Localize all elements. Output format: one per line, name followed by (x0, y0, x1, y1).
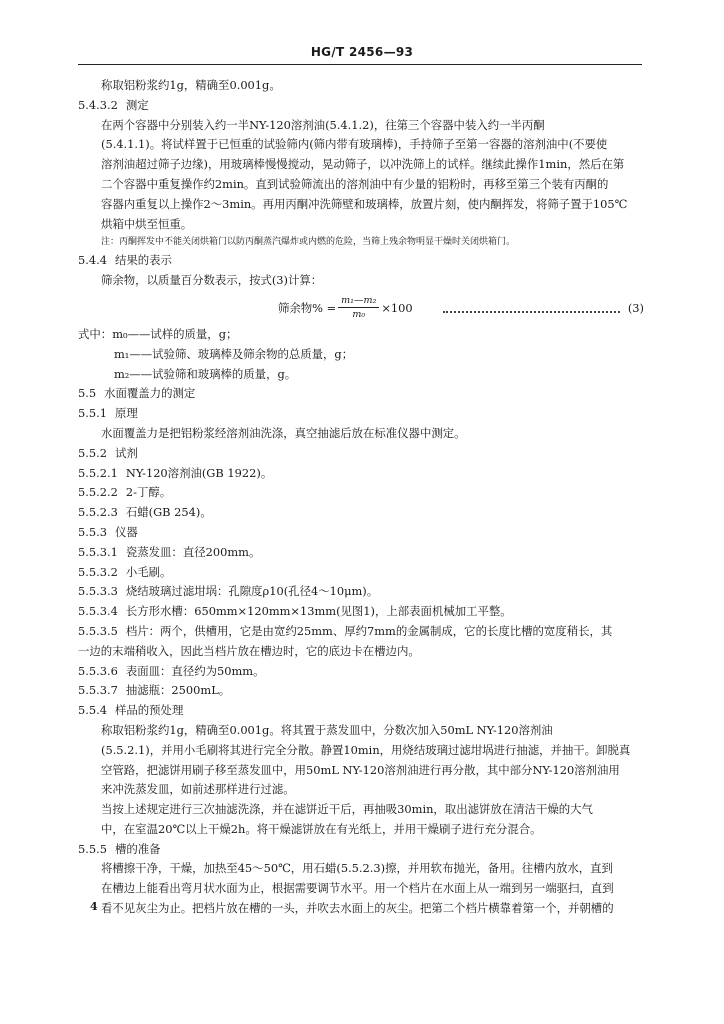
section-paragraph (78, 384, 644, 404)
paragraph-text: 表面皿：直径约为50mm。 (125, 663, 265, 678)
paragraph-text: 水面覆盖力的测定 (104, 386, 196, 401)
formula-leader-dots (443, 303, 620, 313)
section-number: 5.4.4 (78, 253, 107, 268)
variable-definition (78, 365, 644, 385)
section-paragraph (78, 523, 644, 543)
section-paragraph (78, 662, 644, 682)
text-line: 来冲洗蒸发皿，如前述那样进行过滤。 (101, 782, 295, 797)
paragraph-text: 注：丙酮挥发中不能关闭烘箱门以防丙酮蒸汽爆炸或内燃的危险，当筛上残余物明显干燥时关闭烘箱门。 (101, 237, 516, 248)
section-number: 5.5.2.1 (78, 465, 118, 480)
text-line: 容器内重复以上操作2～3min。再用丙酮冲洗筛壁和玻璃棒，放置片刻，使内酮挥发，将筛子置于105℃ (101, 196, 628, 211)
paragraph-text: 试剂 (114, 445, 138, 460)
body-paragraph (78, 721, 644, 800)
text-line: 在两个容器中分别装入约一半NY-120溶剂油(5.4.1.2)，往第三个容器中装入约一半丙酮 (101, 117, 545, 132)
paragraph-text: 2-丁醇。 (125, 485, 172, 500)
section-number: 5.5.4 (78, 703, 107, 718)
text-line: 在槽边上能看出弯月状水面为止，根据需要调节水平。用一个档片在水面上从一端到另一端驱扫，直到 (101, 881, 614, 896)
text-line: 当按上述规定进行三次抽滤洗涤，并在滤饼近干后，再抽吸30min，取出滤饼放在清洁干燥的大气 (101, 802, 593, 817)
body-paragraph (78, 424, 644, 444)
section-paragraph (78, 503, 644, 523)
formula-rhs: ×100 (381, 300, 413, 315)
text-line: 档片：两个，供槽用，它是由宽约25mm、厚约7mm的金属制成，它的长度比槽的宽度稍长，其 (125, 623, 613, 638)
body-paragraph (78, 76, 644, 96)
variable-symbol: m₂ (114, 366, 130, 381)
paragraph-text: 称取铝粉浆约1g，精确至0.001g。 (101, 78, 281, 92)
section-paragraph (78, 563, 644, 583)
variable-definition (78, 345, 644, 365)
section-paragraph (78, 582, 644, 602)
paragraph-text: 石蜡(GB 254)。 (125, 505, 212, 520)
formula-numerator: m₁—m₂ (338, 294, 379, 308)
body-paragraph (78, 800, 644, 840)
standard-code-header: HG/T 2456—93 (310, 45, 414, 59)
formula-variable-definitions (78, 325, 644, 384)
variable-definition (78, 325, 644, 345)
section-number: 5.5.2 (78, 445, 107, 460)
section-paragraph (78, 701, 644, 721)
page-number: 4 (90, 900, 98, 913)
section-paragraph (78, 681, 644, 701)
text-line: 烘箱中烘至恒重。 (101, 216, 193, 231)
formula-lhs: 筛余物% = (278, 300, 337, 315)
section-number: 5.5.3 (78, 524, 107, 539)
text-line: 看不见灰尘为止。把档片放在槽的一头，并吹去水面上的灰尘。把第二个档片横靠着第一个，并朝槽的 (101, 901, 614, 916)
paragraph-text: 烧结玻璃过滤坩埚：孔隙度ρ10(孔径4～10μm)。 (125, 584, 379, 599)
text-line: 一边的末端稍收入，因此当档片放在槽边时，它的底边卡在槽边内。 (78, 643, 420, 658)
section-paragraph (78, 543, 644, 563)
note-paragraph (78, 234, 644, 251)
formula-denominator: m₀ (352, 309, 366, 321)
variable-description: ——试验筛和玻璃棒的质量，g。 (129, 366, 297, 381)
text-line: 空管路，把滤饼用刷子移至蒸发皿中，用50mL NY-120溶剂油进行再分散，其中部分NY-120溶剂油用 (101, 762, 620, 777)
section-paragraph (78, 602, 644, 622)
paragraph-text: 抽滤瓶：2500mL。 (125, 683, 231, 698)
section-number: 5.5.1 (78, 406, 107, 421)
paragraph-text: 原理 (114, 406, 138, 421)
text-line: 将槽擦干净，干燥，加热至45～50℃，用石蜡(5.5.2.3)擦，并用软布抛光，备用。往槽内放水，直到 (101, 861, 613, 876)
paragraph-text: 瓷蒸发皿：直径200mm。 (125, 544, 261, 559)
paragraph-text: 样品的预处理 (114, 703, 184, 718)
section-number: 5.5.2.2 (78, 485, 118, 500)
document-body (78, 76, 644, 919)
section-number: 5.5.3.7 (78, 683, 118, 698)
section-paragraph (78, 404, 644, 424)
where-prefix: 式中： (78, 326, 113, 341)
text-line: 称取铝粉浆约1g，精确至0.001g。将其置于蒸发皿中，分数次加入50mL NY-120溶剂油 (101, 722, 553, 737)
section-paragraph (78, 622, 644, 662)
section-number: 5.5.3.1 (78, 544, 118, 559)
variable-description: ——试样的质量，g； (127, 326, 238, 341)
body-paragraph (78, 116, 644, 235)
section-number: 5.5 (78, 386, 97, 401)
section-number: 5.4.3.2 (78, 97, 118, 112)
variable-symbol: m₁ (114, 346, 130, 361)
paragraph-text: 测定 (125, 97, 149, 112)
paragraph-text: 水面覆盖力是把铝粉浆经溶剂油洗涤，真空抽滤后放在标准仪器中测定。 (101, 425, 466, 440)
paragraph-text: NY-120溶剂油(GB 1922)。 (125, 465, 273, 480)
variable-description: ——试验筛、玻璃棒及筛余物的总质量，g； (129, 346, 354, 361)
paragraph-text: 长方形水槽：650mm×120mm×13mm(见图1)，上部表面机械加工平整。 (125, 604, 512, 619)
text-line: 中，在室温20℃以上干燥2h。将干燥滤饼放在有光纸上，并用干燥刷子进行充分混合。 (101, 821, 542, 836)
formula-3 (78, 291, 644, 325)
paragraph-text: 仪器 (114, 524, 138, 539)
header-rule (78, 64, 642, 65)
section-number: 5.5.3.6 (78, 663, 118, 678)
section-paragraph (78, 96, 644, 116)
paragraph-text: 结果的表示 (114, 253, 172, 268)
section-paragraph (78, 483, 644, 503)
section-number: 5.5.3.4 (78, 604, 118, 619)
text-line: (5.5.2.1)，并用小毛刷将其进行完全分散。静置10min，用烧结玻璃过滤坩埚进行抽滤，并抽干。卸脱真 (101, 742, 631, 757)
body-paragraph (78, 859, 644, 918)
paragraph-text: 槽的准备 (114, 841, 161, 856)
section-number: 5.5.2.3 (78, 505, 118, 520)
text-line: (5.4.1.1)。将试样置于已恒重的试验筛内(筛内带有玻璃棒)，手持筛子至第一容器的溶剂油中(不要使 (101, 137, 608, 152)
formula-number: (3) (627, 300, 644, 315)
body-paragraph (78, 271, 644, 291)
section-paragraph (78, 444, 644, 464)
text-line: 溶剂油超过筛子边缘)，用玻璃棒慢慢搅动，晃动筛子，以冲洗筛上的试样。继续此操作1min，然后在第 (101, 157, 625, 172)
variable-symbol: m₀ (112, 326, 128, 341)
section-number: 5.5.3.2 (78, 564, 118, 579)
section-number: 5.5.5 (78, 841, 107, 856)
section-number: 5.5.3.3 (78, 584, 118, 599)
paragraph-text: 小毛刷。 (125, 564, 172, 579)
section-paragraph (78, 251, 644, 271)
formula-fraction (338, 294, 379, 321)
section-paragraph (78, 464, 644, 484)
section-paragraph (78, 840, 644, 860)
section-number: 5.5.3.5 (78, 623, 118, 638)
text-line: 二个容器中重复操作约2min。直到试验筛流出的溶剂油中有少量的铝粉时，再移至第三个装有丙酮的 (101, 176, 609, 191)
paragraph-text: 筛余物，以质量百分数表示，按式(3)计算： (101, 273, 323, 288)
